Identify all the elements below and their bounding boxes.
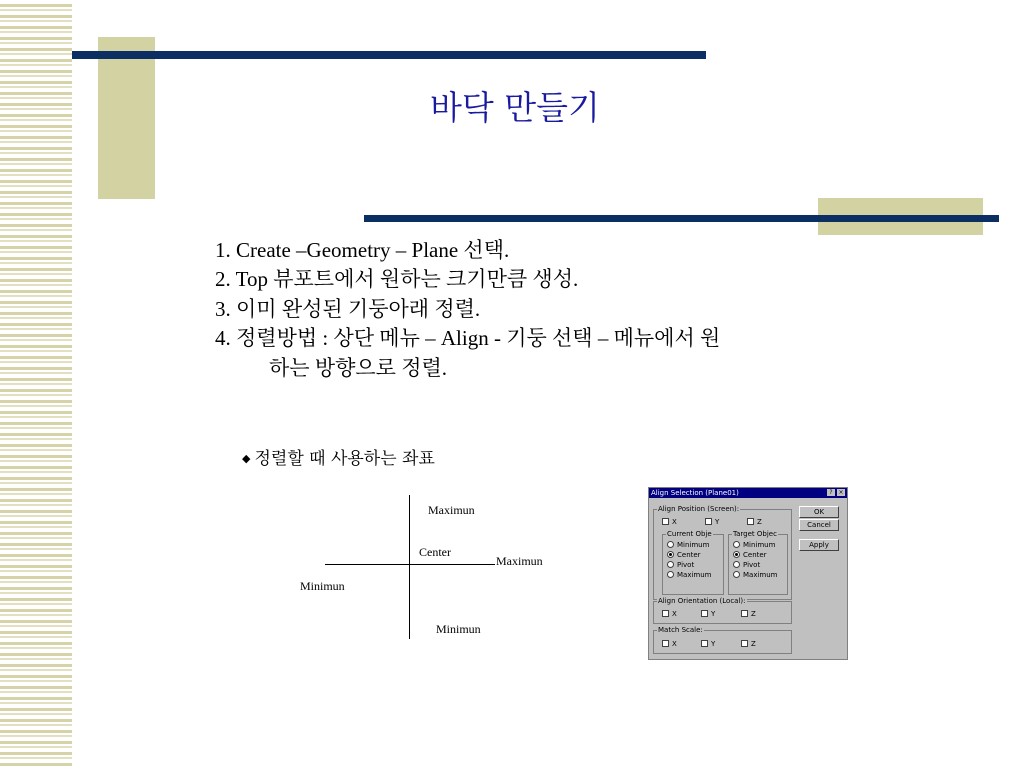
tgt-minimum-radio[interactable]: Minimum (733, 541, 775, 549)
scale-z-checkbox[interactable]: Z (741, 640, 756, 648)
slide-title: 바닥 만들기 (430, 88, 600, 127)
axis-label-left: Minimun (300, 579, 345, 593)
scale-y-checkbox[interactable]: Y (701, 640, 715, 648)
match-scale-label: Match Scale: (658, 626, 703, 634)
decorative-stripes (0, 0, 72, 768)
current-object-label: Current Obje (667, 530, 712, 538)
dialog-titlebar (649, 488, 847, 498)
pos-y-checkbox[interactable]: Y (705, 518, 719, 526)
horizontal-axis (325, 564, 495, 565)
current-object-group (662, 530, 724, 595)
step-4-continued: 하는 방향으로 정렬. (269, 355, 448, 380)
coordinates-bullet (242, 444, 435, 469)
align-orientation-label: Align Orientation (Local): (658, 597, 746, 605)
orient-z-checkbox[interactable]: Z (741, 610, 756, 618)
cur-maximum-radio[interactable]: Maximum (667, 571, 712, 579)
title-bar-bottom (364, 215, 999, 222)
cur-center-radio[interactable]: Center (667, 551, 701, 559)
dialog-title: Align Selection (Plane01) (651, 489, 739, 497)
axis-label-right: Maximun (496, 554, 543, 568)
vertical-axis (409, 495, 410, 639)
pos-z-checkbox[interactable]: Z (747, 518, 762, 526)
cancel-button[interactable]: Cancel (799, 519, 839, 531)
axis-label-center: Center (419, 545, 451, 559)
tgt-maximum-radio[interactable]: Maximum (733, 571, 778, 579)
step-4: 4. 정렬방법 : 상단 메뉴 – Align - 기둥 선택 – 메뉴에서 원 (215, 326, 721, 351)
axis-label-bottom: Minimun (436, 622, 481, 636)
match-scale-group (653, 626, 792, 654)
step-1: 1. Create –Geometry – Plane 선택. (215, 238, 510, 262)
target-object-group (728, 530, 788, 595)
orient-y-checkbox[interactable]: Y (701, 610, 715, 618)
align-orientation-group (653, 597, 792, 624)
orient-x-checkbox[interactable]: X (662, 610, 677, 618)
tgt-pivot-radio[interactable]: Pivot (733, 561, 760, 569)
bullet-text: 정렬할 때 사용하는 좌표 (254, 449, 435, 469)
tgt-center-radio[interactable]: Center (733, 551, 767, 559)
target-object-label: Target Objec (733, 530, 777, 538)
cur-minimum-radio[interactable]: Minimum (667, 541, 709, 549)
ok-button[interactable]: OK (799, 506, 839, 518)
title-bar-top (72, 51, 706, 59)
align-position-label: Align Position (Screen): (658, 505, 740, 513)
align-position-group (653, 505, 792, 600)
diamond-bullet-icon: ◆ (242, 452, 251, 465)
accent-block-left (98, 37, 155, 199)
step-3: 3. 이미 완성된 기둥아래 정렬. (215, 296, 481, 321)
step-2: 2. Top 뷰포트에서 원하는 크기만큼 생성. (215, 267, 579, 292)
axis-label-top: Maximun (428, 503, 475, 517)
apply-button[interactable]: Apply (799, 539, 839, 551)
align-selection-dialog (648, 487, 848, 660)
close-button[interactable]: × (838, 489, 844, 496)
help-button[interactable]: ? (827, 489, 835, 496)
cur-pivot-radio[interactable]: Pivot (667, 561, 694, 569)
pos-x-checkbox[interactable]: X (662, 518, 677, 526)
scale-x-checkbox[interactable]: X (662, 640, 677, 648)
steps-list (215, 236, 915, 383)
